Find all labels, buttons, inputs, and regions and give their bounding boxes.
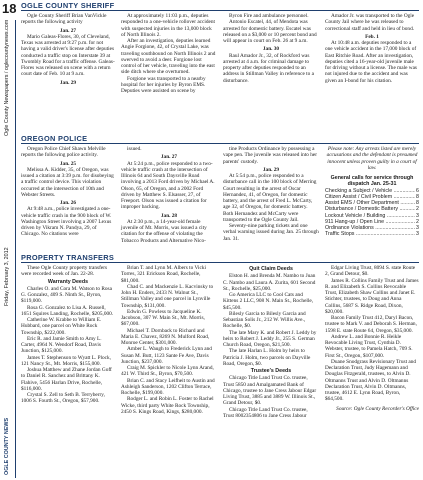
report-paragraph: At 10:48 a.m. deputies responded to a one vehicle accident in the 17,000 block of East Ritchie Road. After an investigation, deputies cited a 16-year-old juvenile male for driving without a license. The male was not injured due to the accident and was given an I-bond for his citation. (325, 40, 417, 84)
entry-date: Feb. 1 (365, 33, 379, 40)
report-paragraph: Oregon Police Chief Shawn Melville reports the following police activity. (21, 146, 106, 159)
subsection-heading: Warranty Deeds (47, 278, 89, 285)
page-gutter (0, 0, 18, 480)
section-heading-sheriff: OGLE COUNTY SHERIFF (21, 1, 115, 10)
dispatch-row (325, 231, 419, 237)
report-paragraph: At 5:54 p.m., police responded to a disturbance call in the 100 block of Merring Court resulting in the arrest of Oscar Hernandez, 41, of Oregon, for domestic battery, and the arrest of Fred L. McCarty, age 32, of Oregon, for domestic battery. Both Hernandez and McCarty were transported to the Ogle County Jail. (223, 173, 317, 223)
entry-date: Jan. 29 (59, 79, 77, 86)
report-paragraph: At 2:30 p.m., a 14-year-old female juvenile of Mt. Morris, was issued a city citation for the offense of violating the Tobacco Products and Alternative Nico- (121, 218, 207, 244)
report-paragraph: Amber L. Waugh to Frederick Lynn and Susan M. Butt, 1123 Sante Fe Ave, Davis Junction, $237,000. (121, 346, 212, 365)
dispatch-label: Traffic Stops ..... (325, 231, 415, 237)
report-paragraph: Byron Fire and ambulance personnel. (229, 13, 309, 19)
sheriff-col-2 (121, 13, 217, 94)
report-paragraph: Rosa G. Gonzalez to Lisa A. Russell, 1651 Squires Landing, Rochelle, $205,000. (21, 304, 114, 317)
police-col-3 (223, 146, 319, 242)
dispatch-label: Citizen Assist / Civil Problem ..... (325, 194, 415, 200)
dispatch-calls-heading: General calls for service through dispatch Jan. 25-31 (330, 175, 414, 188)
dispatch-count: 3 (416, 231, 419, 238)
report-paragraph: issued. (127, 146, 142, 152)
page-number: 18 (2, 1, 17, 16)
dispatch-count: 8 (416, 200, 419, 206)
dispatch-count: 8 (416, 193, 419, 200)
property-col-2 (121, 265, 217, 415)
dispatch-label: Disturbance / Domestic Battery ..... (325, 206, 415, 212)
report-paragraph: Duane Snodgrass Revisionary Trust and Declaration Trust, Judy Hagemann and Douglas Fitzgerald, trustees, to Alvin D. Oltmanns Trust and Alvin D. Oltmanns Declaration Trust, Alvin D. Oltmanns, trustee, 4612 E. Lynn Road, Byron, $64,500. (325, 358, 417, 403)
report-paragraph: After an investigation, deputies learned Angie Forgione, 42, of Crystal Lake, was traveling southbound on North Illinois 2 and swerved to avoid a deer. Forgione lost control of her vehicle, traveling into the east side ditch where she overturned. (121, 38, 216, 76)
report-paragraph: Brian T. and Lynn M. Albers to Vicki Torres, 321 Erickson Road, Rochelle, $81,000. (121, 265, 206, 284)
sheriff-col-4 (325, 13, 419, 84)
dispatch-calls-list (325, 188, 419, 238)
report-paragraph: At approximately 11:03 p.m., deputies responded to a one-vehicle rollover accident with suspected injuries in the 13,000 block of North Illinois 2. (121, 13, 215, 38)
dispatch-count: 3 (416, 212, 419, 219)
dispatch-label: 911 Hang-up / Open Line ..... (325, 219, 415, 225)
report-paragraph: Michael T. Dornback to Richard and Maria E. Chavez, 8269 N. Mulford Road, Monroe Center, $301,000. (121, 327, 210, 346)
entry-date: Jan. 28 (160, 212, 178, 219)
entry-date: Jan. 27 (59, 27, 77, 34)
report-paragraph: Elston H. and Brenda M. Nambo to Juan C. Nambo and Laura A. Zurita, 601 Second St., Rochelle, $25,000. (223, 273, 316, 292)
report-paragraph: At 5:24 p.m., police responded to a two-vehicle traffic crash at the intersection of Illinois 64 and South Daysville Road involving a 2013 Ford driven by Michael A. Olson, 65, of Oregon, and a 2002 Ford driven by Matthew S. Elsasser, 27, of Freeport. Olson was issued a citation for improper backing. (121, 160, 215, 211)
sheriff-col-1 (21, 13, 115, 86)
report-paragraph: Rodger L. and Robin L. Foster to Rachel Wicke, third party White Rock Township, 2450 S. Kings Road, Kings, $280,000. (121, 396, 214, 415)
sheriff-col-3 (223, 13, 319, 84)
gutter-rule (15, 20, 16, 478)
dispatch-label: Assist EMS / Other Department ..... (325, 200, 415, 206)
entry-date: Jan. 25 (59, 160, 77, 167)
dispatch-count: 2 (416, 206, 419, 213)
section-heading-property: PROPERTY TRANSFERS (21, 253, 115, 262)
report-paragraph: Seventy-nine parking tickets and one verbal warning issued during Jan. 25 through Jan. 31. (223, 223, 319, 242)
report-paragraph: James R. Collins Family Trust and James R. and Elizabeth S. Collins Revocable Trust, Elizabeth Shaw Collins and Janet E. Stichter, trustees, to Doug and Anna Collins, 5687 S. Ridge Road, Dixon, $20,000. (325, 277, 419, 315)
section-heading-police: OREGON POLICE (21, 134, 88, 143)
report-paragraph: The late Harlan L. Holm by heirs to Patricia J. Holm, two parcels on Dayville Road, Oregon, $0. (223, 348, 311, 367)
dispatch-label: Lockout Vehicle / Building ..... (325, 213, 415, 219)
report-paragraph: Go America LLC to Cool Cats and Kittens 2 LLC, 908 N. Main St., Rochelle, $45,500. (223, 292, 314, 311)
section-rule (21, 10, 419, 11)
folio-site: Ogle County Newspapers / oglecountynews.com (4, 20, 10, 137)
dispatch-count: 3 (416, 225, 419, 231)
report-paragraph: Crystal S. Zell to Seth B. Terryberry, 1006 S. Fourth St., Oregon, $57,900. (21, 392, 105, 405)
section-rule (21, 143, 419, 144)
report-paragraph: Chicago Title Land Trust Co. trustee, Trust 8002354806 to Jane Cress Jabour (223, 406, 308, 419)
report-paragraph: Chicago Title Land Trust Co. trustee, Trust 5850 and Amalgamated Bank of Chicago, trustee to Jane Cress Jabour Edgar Living Trust, 3885 and 3889 W. Illinois St., Grand Detour, $0. (223, 375, 317, 407)
entry-date: Jan. 30 (262, 46, 280, 53)
report-paragraph: Eric R. and Jamie Smith to Amy L. Carter, 4964 N. Wendorf Road, Davis Junction, $125,000. (21, 335, 102, 355)
report-paragraph: Craig M. Spickler to Nicole Lynn Arand, 421 W. Third St., Byron, $70,500. (121, 365, 214, 378)
report-paragraph: Brian C. and Stacy Leifheit to Austin and Ashleigh Sanderson, 1202 Clifton Terrace, Rochelle, $199,000. (121, 377, 215, 396)
report-paragraph: Melissa A. Kidder, 35, of Oregon, was issued a citation at 3:39 p.m. for disobeying a traffic control device. This violation occurred at the intersection of 10th and Webster Streets. (21, 166, 114, 198)
report-paragraph: Charles O. and Cora M. Watson to Rosa G. Gonzalez, 409 S. Ninth St., Byron, $119,000. (21, 285, 112, 305)
report-paragraph: Edgar Living Trust, 8094 S. state Route 2, Grand Detour, $0. (325, 265, 416, 278)
report-paragraph: Joshua Matthew and Zhane Jordan Goff to Daniel R. Sanchez and Brittany K. Flahive, 5456 Harlan Drive, Rochelle, $116,000. (21, 367, 112, 392)
report-paragraph: Bacon Family Trust 412, Daryl Bacon, trustee to Mark V. and Deborah S. Herman, 1598 E. state Route 64, Oregon, $35,000. (325, 315, 417, 334)
section-rule (21, 262, 419, 263)
report-paragraph: Catherine W. Krabbe to William E. Hubbard, one parcel on White Rock Township, $222,000. (21, 317, 102, 336)
property-col-3 (223, 265, 319, 419)
gutter-folio (4, 20, 14, 475)
report-paragraph: Bilesly Garcia to Bilesly Garcia and Sebastian Solis Jr., 212 W. Willis Ave., Rochelle, $0. (223, 310, 306, 330)
police-col-1 (21, 146, 115, 238)
dispatch-label: Ordinance Violations ..... (325, 225, 415, 231)
property-col-4 (325, 265, 419, 412)
folio-date: Friday, February 3, 2012 (4, 247, 10, 307)
report-paragraph: Mario Galeas-Flores, 30, of Cleveland, Texas was arrested at 9:27 p.m. for not having a valid driver's license after deputies conducted a traffic stop on Interstate 39 at Twombly Road for a traffic offense. Galeas-Flores was released on scene with a return court date of Feb. 10 at 9 a.m. (21, 33, 115, 78)
report-paragraph: Amador Jr. was transported to the Ogle County Jail where he was released to correctional staff and held in lieu of bond. (325, 13, 415, 32)
report-paragraph: Chad C. and Mackenzie L. Kacvinsky to John H. Enders, 2433 N. Walnut St., Stillman Valley and one parcel in Lynville Township, $131,000. (121, 283, 214, 309)
entry-date: Jan. 27 (160, 154, 178, 161)
report-paragraph: Ogle County Sheriff Brian VanVickle reports the following activity (21, 13, 107, 26)
dispatch-count: 6 (416, 187, 419, 194)
dispatch-label: Checking a Subject / Vehicle ..... (325, 188, 415, 194)
innocence-note: Please note: Any arrests listed are merely accusations and the defendant is presumed innocent unless proven guilty in a court of law. (326, 146, 418, 171)
report-paragraph: At 9:48 a.m., police investigated a one-vehicle traffic crash in the 900 block of W. Washington Street involving a 2007 Lexus driven by Vikram N. Pandya, 29, of Chicago. No citations were (21, 206, 112, 238)
police-col-2 (121, 146, 217, 244)
report-paragraph: Andrew L. and Bonnie R. Heikle Revocable Living Trust, Cynthia D. Webster, trustee, to Pamela Hatch, 709 S. First St., Oregon, $107,000. (325, 333, 413, 359)
report-paragraph: Edwin G. Powless to Jacqueline K. Jacobson, 307 W. Main St., Mt. Morris, $67,000. (121, 308, 205, 328)
police-col-4 (325, 146, 419, 238)
dispatch-count: 2 (416, 218, 419, 225)
property-col-1 (21, 265, 115, 405)
page-content (21, 0, 419, 480)
report-paragraph: Antonio Escatel, 44, of Mendota was arrested for domestic battery. Escatel was released on a $3,000 or 10 percent bond and will appear in court on Feb. 26 at 9 a.m. (223, 19, 317, 44)
report-paragraph: The late Mary K. and Robert J. Leddy by heirs to Robert J. Leddy Jr., 255 S. German Church Road, Oregon, $21,500. (223, 329, 317, 348)
entry-date: Jan. 29 (262, 166, 280, 173)
folio-section: OGLE COUNTY NEWS (4, 417, 10, 475)
subsection-heading: Quit Claim Deeds (249, 266, 293, 272)
entry-date: Jan. 26 (59, 200, 77, 206)
report-paragraph: These Ogle County property transfers were recorded week of Jan. 22-28. (21, 265, 108, 278)
report-paragraph: James T. Stephenson to Wyatt L. Plock, 121 Nancy St., Mt. Morris, $155,000. (21, 354, 111, 367)
source-credit: Source: Ogle County Recorder's Office (336, 405, 419, 412)
report-paragraph: tine Products Ordinance by possessing a vape pen. The juvenile was released into her parents' custody. (223, 146, 318, 165)
report-paragraph: Forgione was transported to a nearby hospital for her injuries by Byron EMS. Deputies were assisted on scene by (121, 75, 206, 94)
subsection-heading: Trustee's Deeds (250, 368, 292, 374)
report-paragraph: Raul Amador Jr., 32, of Rockford was arrested at 4 a.m. for criminal damage to property after deputies responded to an address in Stillman Valley in reference to a disturbance. (223, 52, 314, 84)
